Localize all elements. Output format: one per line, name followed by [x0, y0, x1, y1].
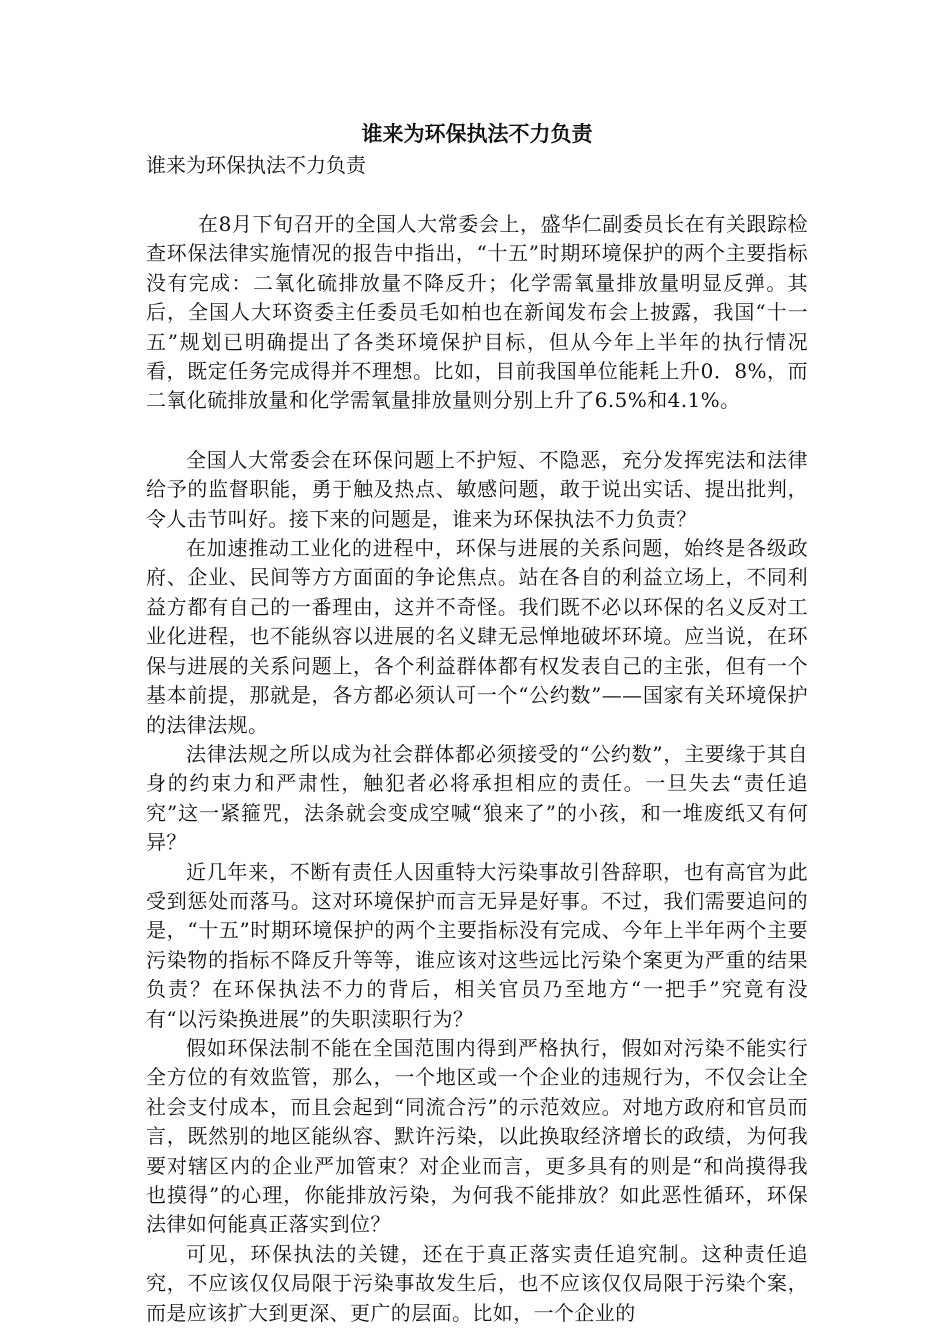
paragraph-4: 法律法规之所以成为社会群体都必须接受的“公约数”，主要缘于其自身的约束力和严肃性，触犯者必将承担相应的责任。一旦失去“责任追究”这一紧箍咒，法条就会变成空喊“狼来了”的小孩，和一堆废纸又有何异？: [146, 741, 808, 855]
paragraph-1: 在8月下旬召开的全国人大常委会上，盛华仁副委员长在有关跟踪检查环保法律实施情况的报告中指出，“十五”时期环境保护的两个主要指标没有完成：二氧化硫排放量不降反升；化学需氧量排放量明显反弹。其后，全国人大环资委主任委员毛如柏也在新闻发布会上披露，我国“十一五”规划已明确提出了各类环境保护目标，但从今年上半年的执行情况看，既定任务完成得并不理想。比如，目前我国单位能耗上升0．8%，而二氧化硫排放量和化学需氧量排放量则分别上升了6.5%和4.1%。: [146, 212, 808, 413]
blank-line: [146, 180, 808, 210]
document-body: [146, 118, 808, 1328]
document-subtitle: 谁来为环保执法不力负责: [146, 153, 366, 177]
paragraph-6: 假如环保法制不能在全国范围内得到严格执行，假如对污染不能实行全方位的有效监管，那么，一个地区或一个企业的违规行为，不仅会让全社会支付成本，而且会起到“同流合污”的示范效应。对地方政府和官员而言，既然别的地区能纵容、默许污染，以此换取经济增长的政绩，为何我要对辖区内的企业严加管束？对企业而言，更多具有的则是“和尚摸得我也摸得”的心理，你能排放污染，为何我不能排放？如此恶性循环，环保法律如何能真正落实到位？: [146, 1035, 808, 1237]
paragraph-5: 近几年来，不断有责任人因重特大污染事故引咎辞职，也有高官为此受到惩处而落马。这对环境保护而言无异是好事。不过，我们需要追问的是，“十五”时期环境保护的两个主要指标没有完成、今年上半年两个主要污染物的指标不降反升等等，谁应该对这些远比污染个案更为严重的结果负责？在环保执法不力的背后，相关官员乃至地方“一把手”究竟有没有“以污染换进展”的失职渎职行为？: [146, 859, 808, 1031]
document-title: 谁来为环保执法不力负责: [361, 121, 593, 146]
blank-line: [146, 416, 808, 446]
paragraph-3: 在加速推动工业化的进程中，环保与进展的关系问题，始终是各级政府、企业、民间等方方面面的争论焦点。站在各自的利益立场上，不同利益方都有自己的一番理由，这并不奇怪。我们既不必以环保的名义反对工业化进程，也不能纵容以进展的名义肆无忌惮地破坏环境。应当说，在环保与进展的关系问题上，各个利益群体都有权发表自己的主张，但有一个基本前提，那就是，各方都必须认可一个“公约数”——国家有关环境保护的法律法规。: [146, 536, 808, 737]
paragraph-2: 全国人大常委会在环保问题上不护短、不隐恶，充分发挥宪法和法律给予的监督职能，勇于触及热点、敏感问题，敢于说出实话、提出批判，令人击节叫好。接下来的问题是，谁来为环保执法不力负责？: [146, 447, 808, 531]
paragraph-7: 可见，环保执法的关键，还在于真正落实责任追究制。这种责任追究，不应该仅仅局限于污染事故发生后，也不应该仅仅局限于污染个案，而是应该扩大到更深、更广的层面。比如，一个企业的: [146, 1241, 808, 1325]
